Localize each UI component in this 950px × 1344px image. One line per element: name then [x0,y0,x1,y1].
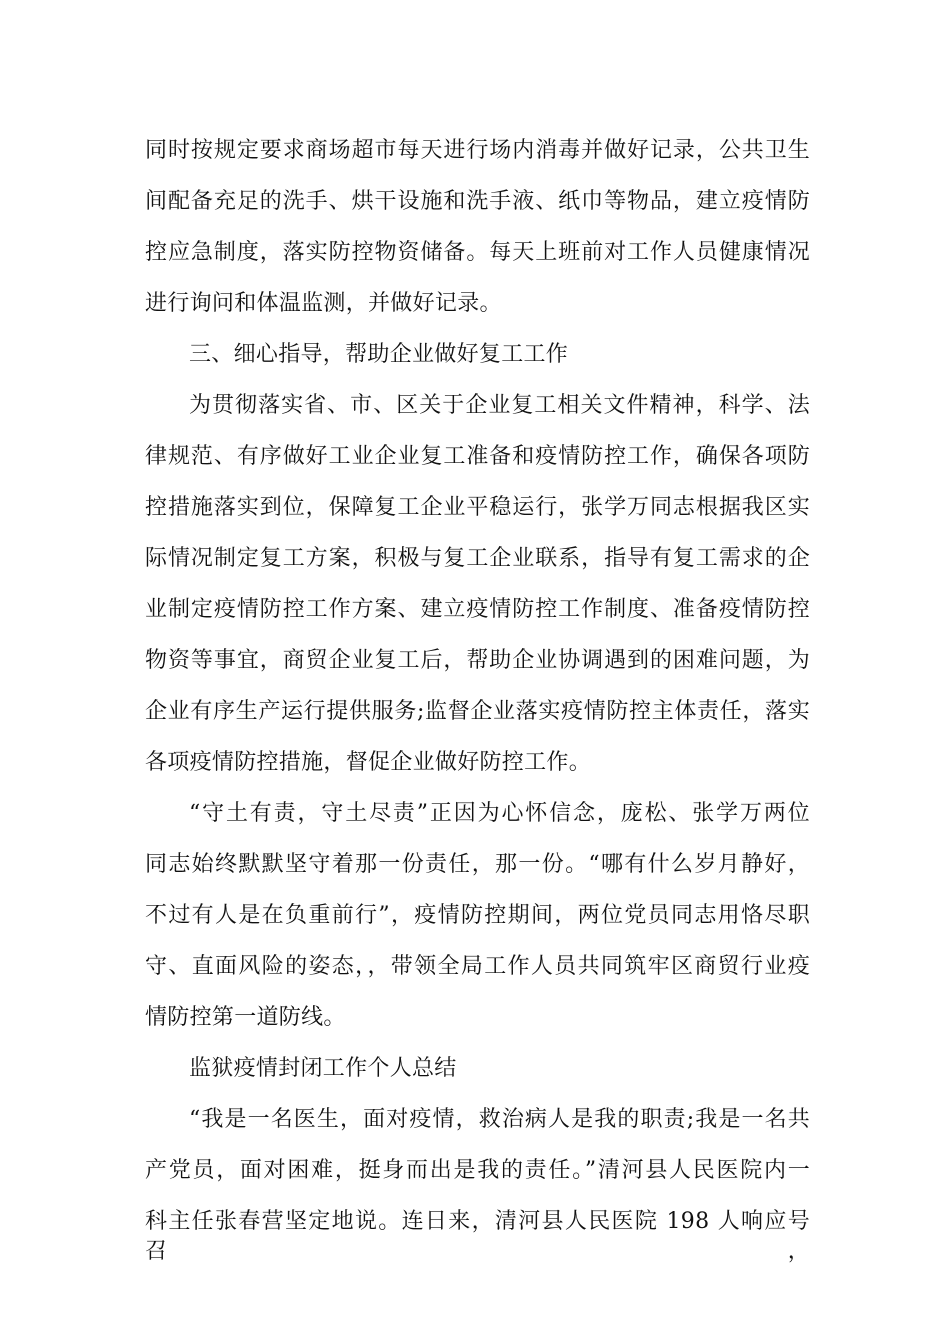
paragraph-line-18: 情防控第一道防线。 [145,1005,346,1030]
paragraph-line-20: “我是一名医生，面对疫情，救治病人是我的职责;我是一名共 [189,1107,810,1132]
section-heading-three: 三、细心指导，帮助企业做好复工工作 [189,342,569,367]
paragraph-line-15: 同志始终默默坚守着那一份责任，那一份。“哪有什么岁月静好， [145,852,810,877]
paragraph-line-17: 守、直面风险的姿态，，带领全局工作人员共同筑牢区商贸行业疫 [145,954,810,979]
paragraph-line-7: 律规范、有序做好工业企业复工准备和疫情防控工作，确保各项防 [145,444,810,469]
paragraph-line-3: 控应急制度，落实防控物资储备。每天上班前对工作人员健康情况 [145,240,810,265]
paragraph-line-8: 控措施落实到位，保障复工企业平稳运行，张学万同志根据我区实 [145,495,810,520]
paragraph-line-1: 同时按规定要求商场超市每天进行场内消毒并做好记录，公共卫生 [145,138,810,163]
paragraph-line-11: 物资等事宜，商贸企业复工后，帮助企业协调遇到的困难问题，为 [145,648,810,673]
paragraph-line-13: 各项疫情防控措施，督促企业做好防控工作。 [145,750,592,775]
paragraph-line-14: “守土有责，守土尽责”正因为心怀信念，庞松、张学万两位 [189,801,810,826]
paragraph-line-21: 产党员，面对困难，挺身而出是我的责任。”清河县人民医院内一 [145,1158,810,1183]
paragraph-line-22: 科主任张春营坚定地说。连日来，清河县人民医院 198 人响应号召， [145,1209,810,1264]
paragraph-line-9: 际情况制定复工方案，积极与复工企业联系，指导有复工需求的企 [145,546,810,571]
paragraph-line-12: 企业有序生产运行提供服务;监督企业落实疫情防控主体责任，落实 [145,699,810,724]
paragraph-line-2: 间配备充足的洗手、烘干设施和洗手液、纸巾等物品，建立疫情防 [145,189,810,214]
paragraph-line-10: 业制定疫情防控工作方案、建立疫情防控工作制度、准备疫情防控 [145,597,810,622]
section-title-summary: 监狱疫情封闭工作个人总结 [189,1056,457,1081]
paragraph-line-4: 进行询问和体温监测，并做好记录。 [145,291,502,316]
paragraph-line-16: 不过有人是在负重前行”，疫情防控期间，两位党员同志用恪尽职 [145,903,810,928]
paragraph-line-6: 为贯彻落实省、市、区关于企业复工相关文件精神，科学、法 [189,393,810,418]
